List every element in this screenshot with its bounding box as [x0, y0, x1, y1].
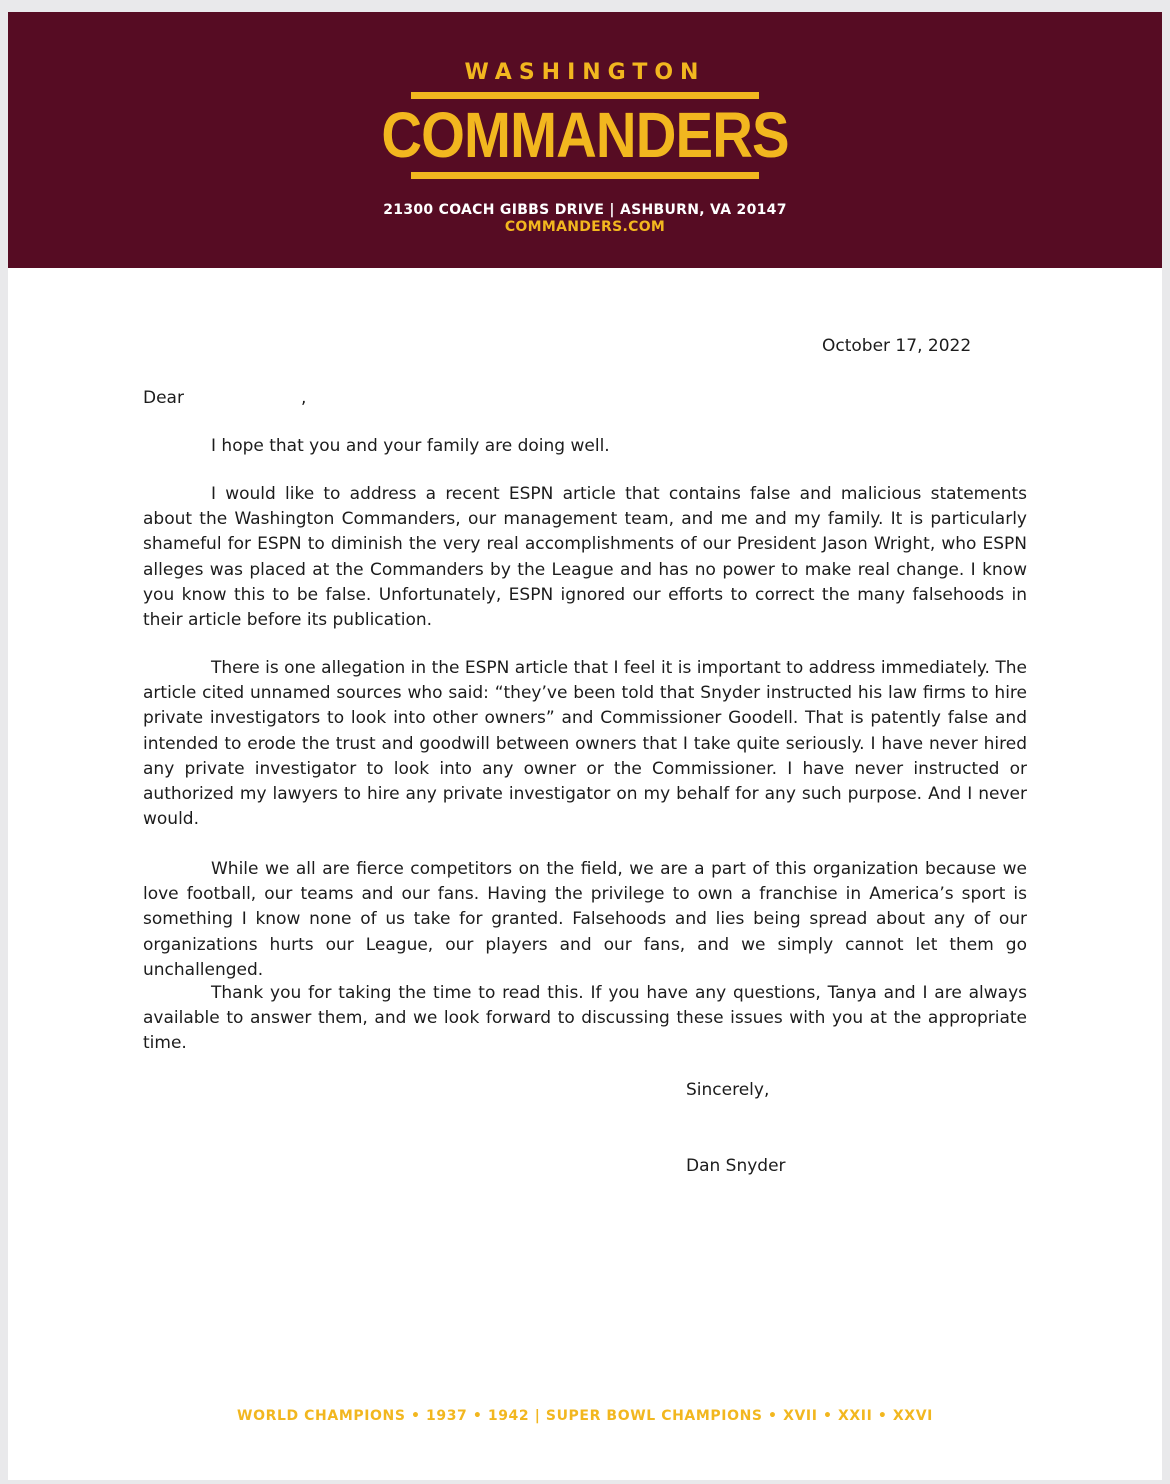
letter-signer: Dan Snyder [686, 1156, 786, 1176]
letterhead-city: WASHINGTON [464, 60, 706, 85]
letterhead-team-logo: COMMANDERS [381, 99, 789, 171]
logo-top-bar [411, 92, 759, 99]
paragraph-5: Thank you for taking the time to read this. If you have any questions, Tanya and I are always available to answer them, and we look forward to discussing these issues with you at the appropriate time. [143, 983, 1027, 1054]
paragraph-1: I hope that you and your family are doing well. [211, 436, 610, 456]
letterhead-address: 21300 COACH GIBBS DRIVE | ASHBURN, VA 20147 [383, 202, 787, 218]
logo-bottom-bar [411, 172, 759, 179]
paragraph-3: There is one allegation in the ESPN article that I feel it is important to address immediately. The article cited unnamed sources who said: “they’ve been told that Snyder instructed his law firms to hire private investigators to look into other owners” and Commissioner Goodell. That is patently false and intended to erode the trust and goodwill between owners that I take quite seriously. I have never hired any private investigator to look into any owner or the Commissioner. I have never instructed or authorized my lawyers to hire any private investigator on my behalf for any such purpose. And I never would. [143, 658, 1027, 830]
letter-salutation [143, 388, 307, 408]
salutation-comma: , [301, 388, 307, 408]
letterhead-website: COMMANDERS.COM [504, 219, 666, 235]
letter-page [8, 12, 1162, 1480]
letterhead [8, 12, 1162, 268]
letter-date: October 17, 2022 [822, 336, 972, 356]
letter-footer: WORLD CHAMPIONS • 1937 • 1942 | SUPER BOWL CHAMPIONS • XVII • XXII • XXVI [237, 1408, 933, 1424]
salutation-text: Dear [143, 388, 184, 408]
paragraph-2: I would like to address a recent ESPN article that contains false and malicious statements about the Washington Commanders, our management team, and me and my family. It is particularly shameful for ESPN to diminish the very real accomplishments of our President Jason Wright, who ESPN alleges was placed at the Commanders by the League and has no power to make real change. I know you know this to be false. Unfortunately, ESPN ignored our efforts to correct the many falsehoods in their article before its publication. [143, 484, 1027, 631]
letter-closing: Sincerely, [686, 1080, 770, 1100]
paragraph-4: While we all are fierce competitors on the field, we are a part of this organization because we love football, our teams and our fans. Having the privilege to own a franchise in America’s sport is something I know none of us take for granted. Falsehoods and lies being spread about any of our organizations hurts our League, our players and our fans, and we simply cannot let them go unchallenged. [143, 859, 1027, 980]
